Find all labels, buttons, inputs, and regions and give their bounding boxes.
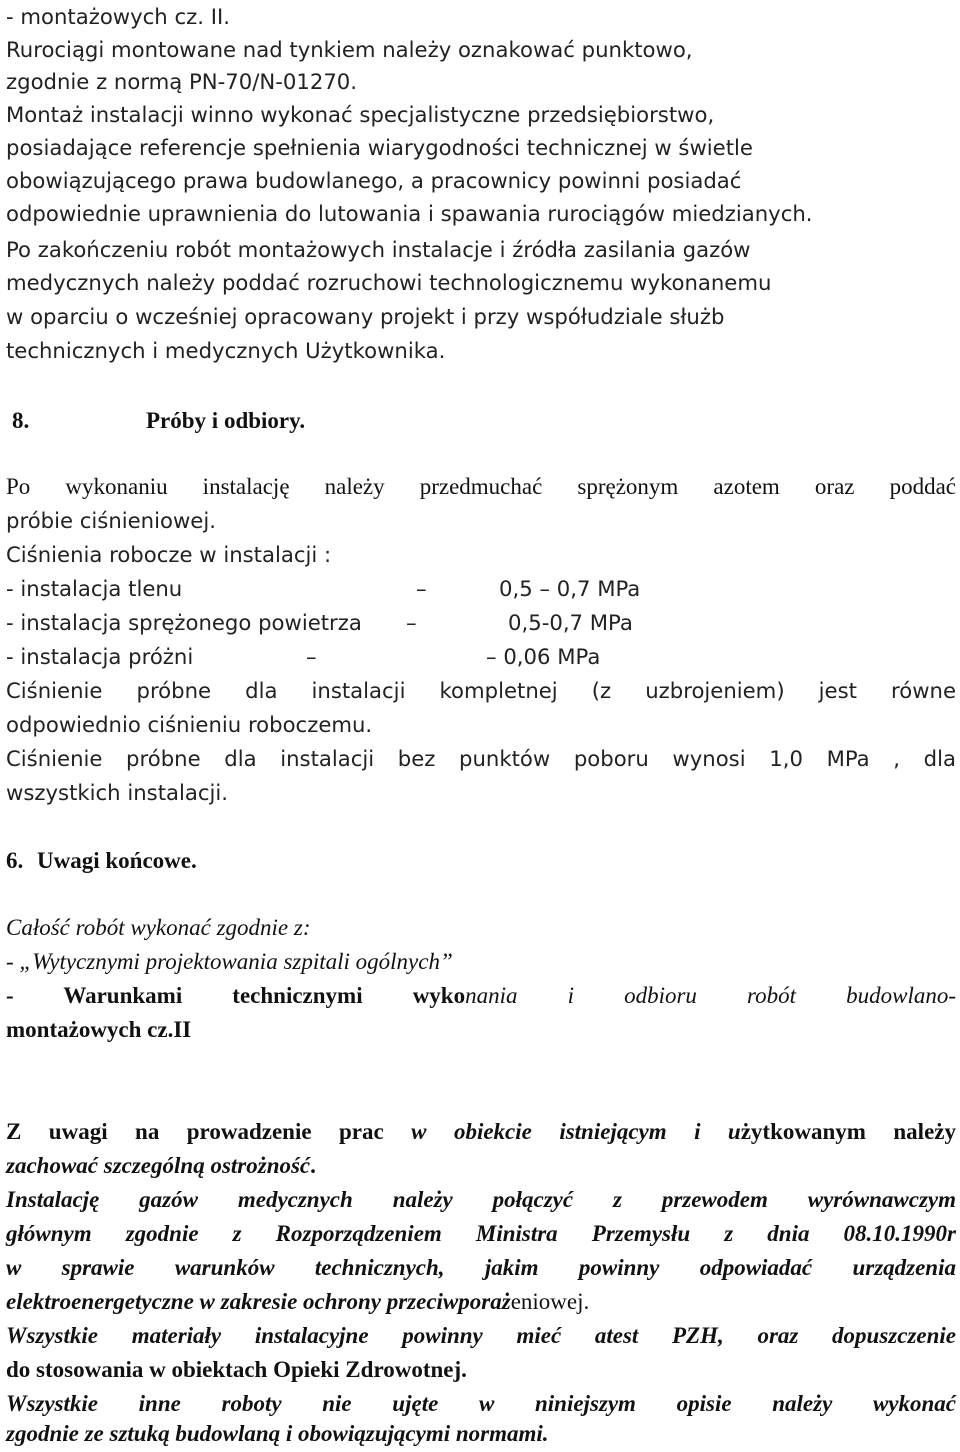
text-bold: . <box>310 1153 316 1178</box>
text-line: posiadające referencje spełnienia wiarygodności technicznej w świetle <box>6 135 753 160</box>
text-line: wszystkich instalacji. <box>6 780 229 805</box>
pressure-dash: – <box>306 644 317 669</box>
text-line: do stosowania w obiektach Opieki Zdrowotnej. <box>6 1357 467 1382</box>
pressure-name: - instalacja próżni <box>6 644 194 669</box>
text-line: Ciśnienie próbne dla instalacji kompletnej (z uzbrojeniem) jest równe <box>6 678 956 703</box>
text-line: Rurociągi montowane nad tynkiem należy oznakować punktowo, <box>6 37 693 62</box>
pressure-row <box>6 608 956 638</box>
text-bold: Z uwagi na prowadzenie prac <box>6 1119 412 1144</box>
text-line: zgodnie ze sztuką budowlaną i obowiązującymi normami. <box>6 1421 549 1446</box>
text-line: Po zakończeniu robót montażowych instalacje i źródła zasilania gazów <box>6 237 751 262</box>
text-line <box>6 981 956 1011</box>
text-line <box>6 1287 956 1317</box>
text-line: medycznych należy poddać rozruchowi technologicznemu wykonanemu <box>6 270 772 295</box>
text-line: w sprawie warunków technicznych, jakim powinny odpowiadać urządzenia <box>6 1255 956 1280</box>
text-italic: nania i odbioru robót budowlano- <box>465 983 956 1008</box>
pressure-value: 0,5-0,7 MPa <box>508 610 633 635</box>
pressure-value: 0,5 – 0,7 MPa <box>499 576 641 601</box>
text-line: Montaż instalacji winno wykonać specjalistyczne przedsiębiorstwo, <box>6 102 715 127</box>
text-line: - montażowych cz. II. <box>6 4 230 29</box>
text-line: montażowych cz.II <box>6 1017 192 1042</box>
text-bold-italic: zachować szczególną ostrożność <box>6 1153 311 1178</box>
text-line: zgodnie z normą PN-70/N-01270. <box>6 69 358 94</box>
text-line: głównym zgodnie z Rozporządzeniem Ministra Przemysłu z dnia 08.10.1990r <box>6 1221 956 1246</box>
section-heading-6 <box>6 846 956 876</box>
pressure-name: - instalacja tlenu <box>6 576 183 601</box>
heading-number: 8. <box>12 408 30 433</box>
text-regular: eniowej. <box>510 1289 590 1314</box>
pressure-value: – 0,06 MPa <box>486 644 601 669</box>
text-bold: - Warunkami technicznymi wyko <box>6 983 466 1008</box>
text-bold-italic: elektroenergetyczne w zakresie ochrony przeciwporaż <box>6 1289 511 1314</box>
text-line: Ciśnienia robocze w instalacji : <box>6 542 332 567</box>
pressure-name: - instalacja sprężonego powietrza <box>6 610 362 635</box>
text-line <box>6 1117 956 1147</box>
text-line <box>6 1151 956 1181</box>
pressure-dash: – <box>406 610 417 635</box>
text-line: próbie ciśnieniowej. <box>6 508 216 533</box>
text-line: w oparciu o wcześniej opracowany projekt i przy współudziale służb <box>6 304 725 329</box>
pressure-row <box>6 574 956 604</box>
text-line: Wszystkie materiały instalacyjne powinny mieć atest PZH, oraz dopuszczenie <box>6 1323 956 1348</box>
text-line: - „Wytycznymi projektowania szpitali ogólnych” <box>6 949 453 974</box>
text-line: Ciśnienie próbne dla instalacji bez punktów poboru wynosi 1,0 MPa , dla <box>6 746 956 771</box>
text-line: obowiązującego prawa budowlanego, a pracownicy powinni posiadać <box>6 168 742 193</box>
section-heading-8 <box>6 406 956 436</box>
pressure-row <box>6 642 956 672</box>
text-line: Instalację gazów medycznych należy połączyć z przewodem wyrównawczym <box>6 1187 956 1212</box>
text-line: Po wykonaniu instalację należy przedmuchać sprężonym azotem oraz poddać <box>6 474 956 499</box>
text-line: Wszystkie inne roboty nie ujęte w niniejszym opisie należy wykonać <box>6 1391 956 1416</box>
heading-number: 6. <box>6 848 24 873</box>
text-line: Całość robót wykonać zgodnie z: <box>6 915 311 940</box>
text-line: odpowiednio ciśnieniu roboczemu. <box>6 712 373 737</box>
text-line: odpowiednie uprawnienia do lutowania i spawania rurociągów miedzianych. <box>6 201 813 226</box>
heading-title: Uwagi końcowe. <box>37 848 197 873</box>
text-line: technicznych i medycznych Użytkownika. <box>6 338 446 363</box>
text-bold: żytkowanym należy <box>740 1119 956 1144</box>
text-bold-italic: w obiekcie istniejącym i u <box>411 1119 741 1144</box>
pressure-dash: – <box>416 576 427 601</box>
heading-title: Próby i odbiory. <box>146 408 306 433</box>
